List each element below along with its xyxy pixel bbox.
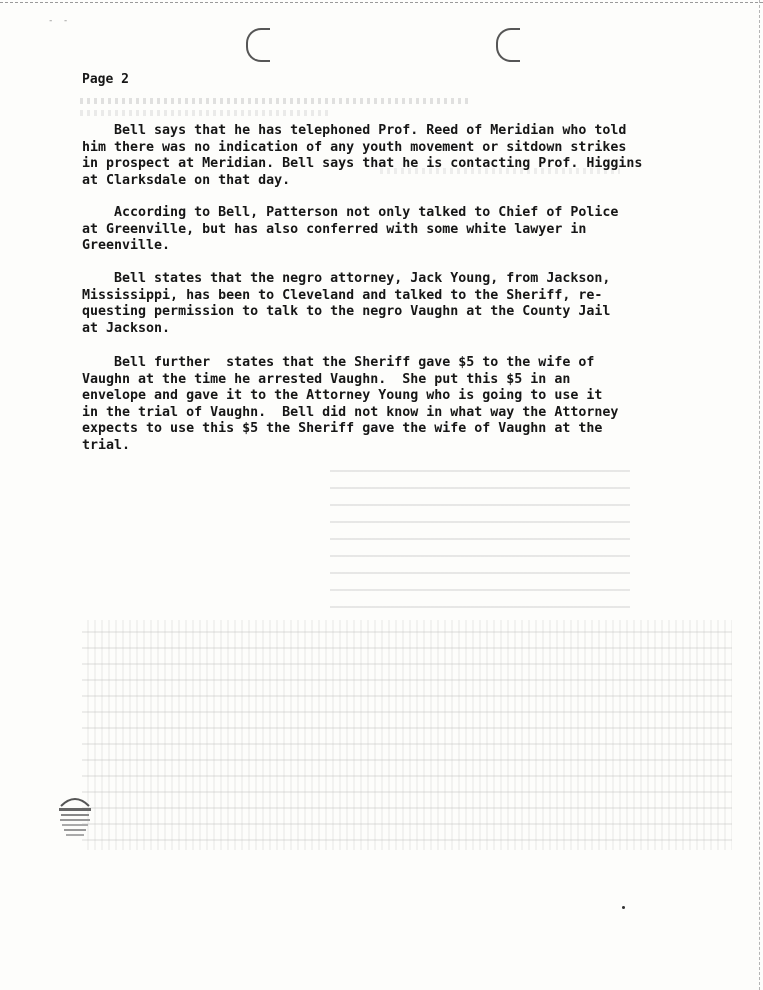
perforation-right-edge <box>759 0 760 990</box>
corner-mark: - - <box>48 16 71 26</box>
punch-hole-left-icon <box>246 28 270 62</box>
punch-hole-right-icon <box>496 28 520 62</box>
paragraph-sheriff-five-dollars: Bell further states that the Sheriff gave $5 to the wife of Vaughn at the time he arrested Vaughn. She put this $5 in an envelope and gave it to the Attorney Young who is going to use it in the trial of Vaughn. Bell did not know in what way the Attorney expects to use this $5 the Sheriff gave the wife of Vaughn at the trial. <box>82 355 619 453</box>
seal-stamp-icon <box>55 790 95 842</box>
bleed-through-form-area <box>82 620 732 850</box>
paragraph-attorney-young: Bell states that the negro attorney, Jack Young, from Jackson, Mississippi, has been to Cleveland and talked to the Sheriff, re- questing permission to talk to the negro Vaughn at the County Jail at Jackson. <box>82 271 611 336</box>
paragraph-reed-meridian: Bell says that he has telephoned Prof. Reed of Meridian who told him there was no indication of any youth movement or sitdown strikes in prospect at Meridian. Bell says that he is contacting Prof. Higgins at Clarksdale on that day. <box>82 123 643 188</box>
bleed-through-noise <box>80 98 470 104</box>
ink-speck <box>622 906 625 909</box>
bleed-through-text-area <box>330 460 630 620</box>
perforation-top-edge <box>0 2 763 3</box>
paragraph-patterson-greenville: According to Bell, Patterson not only talked to Chief of Police at Greenville, but has also conferred with some white lawyer in Greenville. <box>82 205 619 253</box>
bleed-through-noise <box>80 110 330 116</box>
page-number-label: Page 2 <box>82 72 129 87</box>
